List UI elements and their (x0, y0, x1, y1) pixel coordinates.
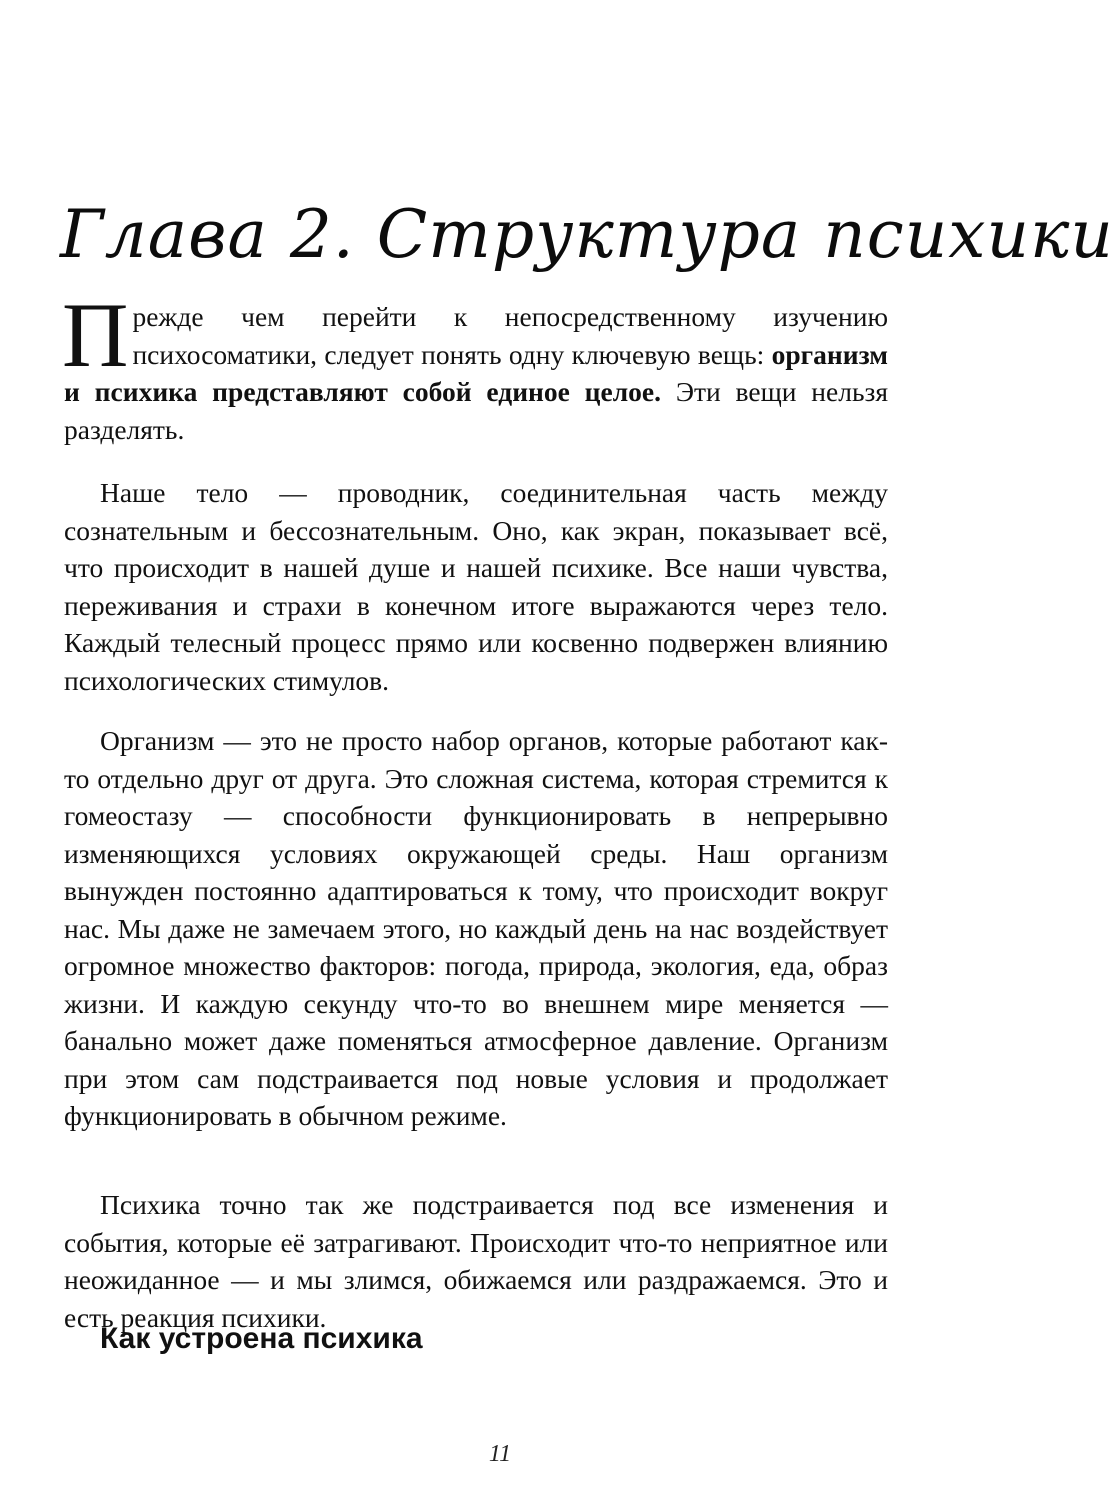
intro-text-end: Эти вещи нельзя разделять. (64, 376, 888, 445)
section-heading: Как устроена психика (100, 1322, 423, 1355)
intro-bold-statement: организм и психика представляют собой единое целое. (64, 338, 888, 407)
paragraph-intro (62, 284, 888, 448)
paragraph-body-conductor: Наше тело — проводник, соединительная часть между сознательным и бессознательным. Оно, как экран, показывает всё, что происходит в нашей душе и нашей психике. Все наши чувства, переживания и страхи в конечном итоге выражаются через тело. Каждый телесный процесс прямо или косвенно подвержен влиянию психологических стимулов. (64, 477, 888, 696)
paragraph-psyche-reaction: Психика точно так же подстраивается под все изменения и события, которые её затрагивают. Происходит что-то неприятное или неожиданное — и мы злимся, обижаемся или раздражаемся. Это и есть реакция психики. (64, 1189, 888, 1333)
drop-cap: П (62, 284, 129, 386)
paragraph-homeostasis: Организм — это не просто набор органов, которые работают как-то отдельно друг от друга. Это сложная система, которая стремится к гомеостазу — способности функционировать в непрерывно изменяющихся условиях окружающей среды. Наш организм вынужден постоянно адаптироваться к тому, что происходит вокруг нас. Мы даже не замечаем этого, но каждый день на нас воздействует огромное множество факторов: погода, природа, экология, еда, образ жизни. И каждую секунду что-то во внешнем мире меняется — банально может даже поменяться атмосферное давление. Организм при этом сам подстраивается под новые условия и продолжает функционировать в обычном режиме. (64, 725, 888, 1131)
chapter-title: Глава 2. Структура психики (60, 196, 1114, 273)
page-number: 11 (488, 1441, 512, 1467)
intro-text-start: режде чем перейти к непосредственному изучению психосоматики, следует понять одну ключевую вещь: (132, 301, 888, 370)
